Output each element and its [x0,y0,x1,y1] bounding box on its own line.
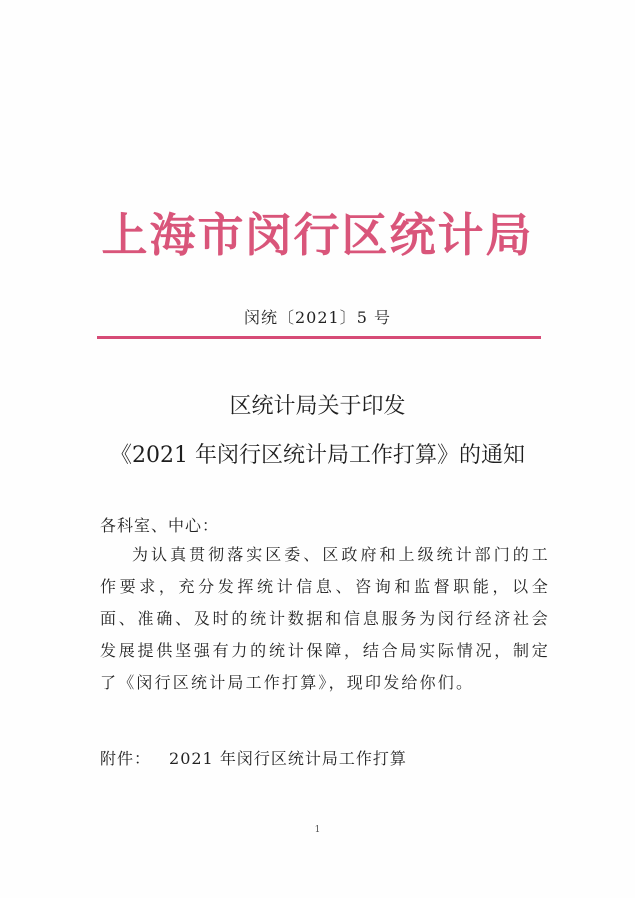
page-number: 1 [314,825,321,835]
salutation: 各科室、中心： [100,516,220,535]
attachment-label: 附件： [100,749,152,768]
document-title-line-2: 《2021 年闵行区统计局工作打算》的通知 [110,443,525,468]
issuing-organization-title: 上海市闵行区统计局 [101,208,534,262]
red-header-rule [97,336,541,339]
document-number: 闵统〔2021〕5 号 [244,308,391,327]
attachment-line [100,751,407,767]
body-paragraph: 为认真贯彻落实区委、区政府和上级统计部门的工作要求，充分发挥统计信息、咨询和监督职能，以全面、准确、及时的统计数据和信息服务为闵行经济社会发展提供坚强有力的统计保障，结合局实际情况，制定了《闵行区统计局工作打算》，现印发给你们。 [100,545,550,692]
document-title-line-1: 区统计局关于印发 [229,394,406,419]
attachment-name: 2021 年闵行区统计局工作打算 [169,749,407,768]
